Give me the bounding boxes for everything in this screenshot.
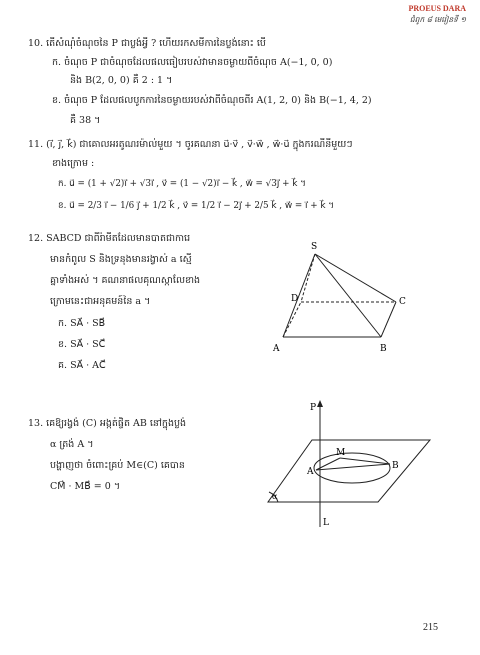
- q10-b-line1: ខ. ចំណុច P ដែលផលបូកការនៃចម្ងាយរបស់វាពីចំណុចពីរ A(1, 2, 0) និង B(−1, 4, 2): [52, 95, 372, 106]
- q10-a-line1: ក. ចំណុច P ជាចំណុចដែលផលធៀបរបស់វាមានចម្ងាយពីចំណុច A(−1, 0, 0): [52, 57, 333, 68]
- label-m: M: [336, 448, 346, 458]
- q12-line1: 12. SABCD ជាពីរ៉ាមីតដែលមានបាតជាការេ: [28, 233, 191, 244]
- arrow-p-icon: [317, 400, 323, 407]
- label-d: D: [291, 294, 299, 304]
- chapter-header: ជំពូក ៨ មេរៀនទី ១: [409, 15, 466, 24]
- edge-sb: [315, 254, 381, 337]
- q11-item-a: ក. u⃗ = (1 + √2)i⃗ + √3i⃗ , v⃗ = (1 − √2)i⃗ − k⃗ , w⃗ = √3j⃗ + k⃗ ។: [58, 179, 306, 189]
- plane-alpha: [268, 440, 430, 502]
- q12-line4: ក្រោមនេះជាអនុគមន៍នៃ a ។: [50, 296, 151, 307]
- q12-item-c: គ. SA⃗ · AC⃗: [58, 360, 106, 371]
- label-b: B: [380, 344, 387, 354]
- q12-item-a: ក. SA⃗ · SB⃗: [58, 318, 106, 329]
- label-a13: A: [307, 467, 314, 477]
- page-number: 215: [423, 622, 438, 633]
- label-alpha: α: [272, 492, 278, 501]
- q11-title: 11. (i⃗, j⃗, k⃗) ជាគោលអរតូណរម៉ាល់មួយ ។ ចូរគណនា u⃗·v⃗ , v⃗·w⃗ , w⃗·u⃗ ក្នុងករណីនីមួយៗ: [28, 139, 353, 150]
- q12-line2: មានកំពូល S និងទ្រនុងមានរង្វាស់ a ស្មើ: [50, 254, 192, 265]
- q10-a-line2: និង B(2, 0, 0) គឺ 2 : 1 ។: [70, 75, 173, 86]
- q12-line3: គ្នាទាំងអស់ ។ គណនាផលគុណស្កាលែខាង: [50, 275, 201, 286]
- label-l: L: [323, 518, 329, 528]
- edge-sd: [301, 254, 315, 302]
- edge-bc: [381, 302, 396, 337]
- circle-c: [314, 453, 390, 483]
- q10-title: 10. តើសំណុំចំណុចនៃ P ជាប្លង់អ្វី ? ហើយរកសមីការនៃប្លង់នោះ បើ: [28, 38, 266, 49]
- q11-item-b: ខ. u⃗ = 2/3 i⃗ − 1/6 j⃗ + 1/2 k⃗ , v⃗ = 1/2 i⃗ − 2j⃗ + 2/5 k⃗ , w⃗ = i⃗ + k⃗ ។: [58, 201, 335, 211]
- q13-line2: α ត្រង់ A ។: [50, 439, 94, 450]
- q13-line3: បង្ហាញថា ចំពោះគ្រប់ M∈(C) គេបាន: [50, 460, 185, 471]
- q11-title-cont: ខាងក្រោម :: [52, 158, 95, 169]
- q10-b-line2: គឺ 38 ។: [70, 115, 101, 126]
- edge-sc: [315, 254, 396, 302]
- q13-line1: 13. គេឱ្យរង្វង់ (C) អង្កត់ផ្ចិត AB នៅក្នុងប្លង់: [28, 418, 187, 429]
- edge-sa: [283, 254, 315, 337]
- q13-line4: CM⃗ · MB⃗ = 0 ។: [50, 481, 121, 492]
- q12-item-b: ខ. SA⃗ · SC⃗: [58, 339, 106, 350]
- circle-plane-figure: [260, 392, 435, 542]
- label-s: S: [311, 242, 318, 252]
- label-c: C: [399, 297, 406, 307]
- brand-mark: PROEUS DARA: [408, 4, 466, 13]
- label-p: P: [310, 403, 317, 413]
- pyramid-figure: [268, 237, 418, 362]
- label-b13: B: [392, 461, 399, 471]
- edge-ad: [283, 302, 301, 337]
- label-a: A: [273, 344, 280, 354]
